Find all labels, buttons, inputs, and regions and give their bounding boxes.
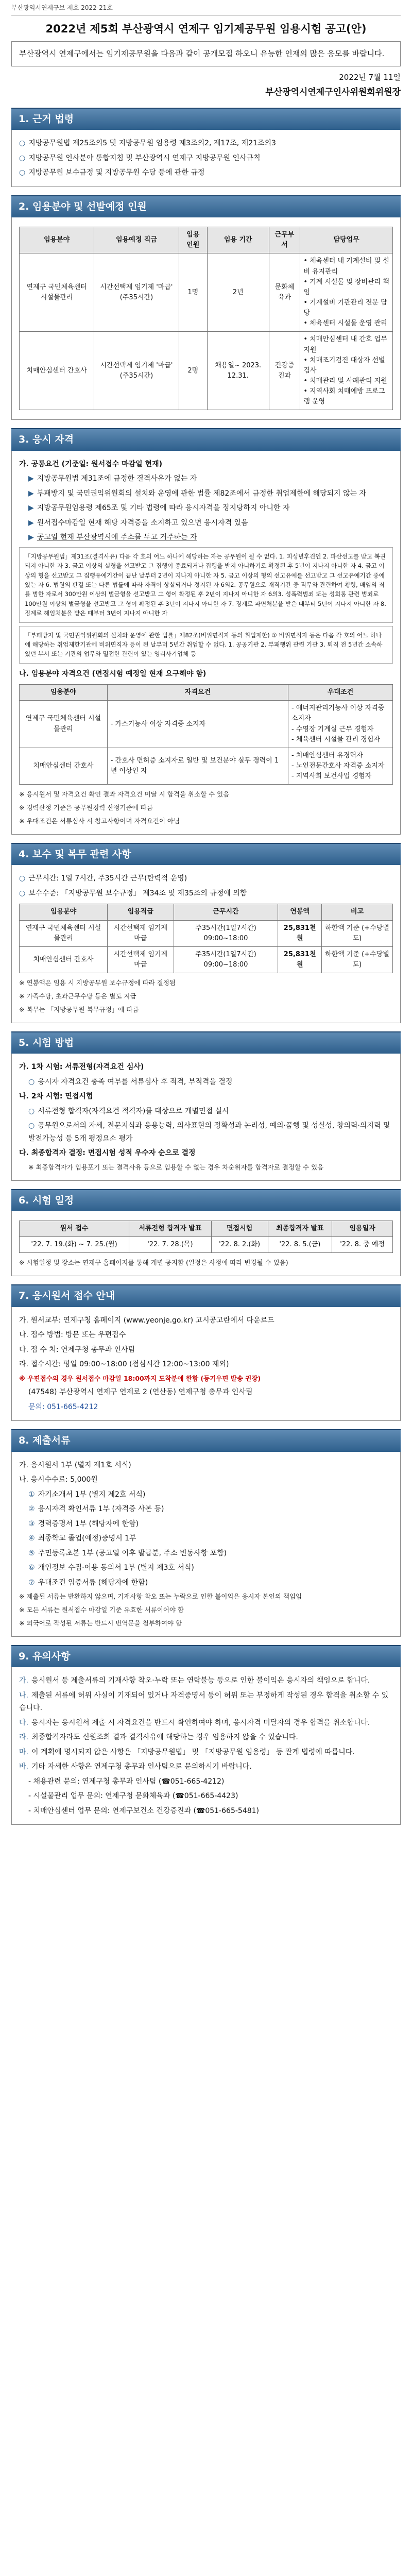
requirements-table <box>19 684 393 785</box>
note: ※ 시험일정 및 장소는 연제구 홈페이지를 통해 개별 공지함 (일정은 사정에 따라 변경될 수 있음) <box>19 1259 288 1267</box>
list-item: ○ 지방공무원 보수규정 및 지방공무원 수당 등에 관한 규정 <box>19 168 205 177</box>
note: ※ 경력산정 기준은 공무원경력 산정기준에 따름 <box>19 804 153 812</box>
section-notices-title: 9. 유의사항 <box>11 1645 401 1667</box>
pay-table <box>19 904 393 973</box>
note: ※ 가족수당, 초과근무수당 등은 별도 지급 <box>19 992 136 1000</box>
mailing-address: (47548) 부산광역시 연제구 연제로 2 (연산동) 연제구청 총무과 인사팀 <box>28 1388 253 1397</box>
application-item: 나. 접수 방법: 방문 또는 우편접수 <box>19 1331 126 1340</box>
section-qualifications-title: 3. 응시 자격 <box>11 428 401 450</box>
list-item: ○ 지방공무원 인사분야 통합지침 및 부산광역시 연제구 지방공무원 인사규칙 <box>19 154 261 162</box>
section-positions-title: 2. 임용분야 및 선발예정 인원 <box>11 195 401 217</box>
table-header: 최종합격자 발표 <box>268 1221 332 1236</box>
list-item: ○ 지방공무원법 제25조의5 및 지방공무원 임용령 제3조의2, 제17조, 제21조의3 <box>19 139 276 148</box>
section-pay-title: 4. 보수 및 복무 관련 사항 <box>11 843 401 865</box>
note: ※ 최종합격자가 임용포기 또는 결격사유 등으로 임용할 수 없는 경우 차순위자를 합격자로 결정할 수 있음 <box>28 1163 324 1171</box>
contact-phone: 문의: 051-665-4212 <box>28 1402 98 1411</box>
document-item: 나. 응시수수료: 5,000원 <box>19 1476 98 1484</box>
table-header: 자격요건 <box>107 685 288 701</box>
table-row: '22. 7. 19.(화) ~ 7. 25.(월) '22. 7. 28.(목) '22. 8. 2.(화) '22. 8. 5.(금) '22. 8. 중 예정 <box>20 1237 393 1253</box>
list-item: 마. 이 계획에 명시되지 않은 사항은 「지방공무원법」 및 「지방공무원 임용령」 등 관계 법령에 따릅니다. <box>19 1748 355 1756</box>
note: ※ 복무는 「지방공무원 복무규정」에 따름 <box>19 1005 139 1013</box>
table-row: 치매안심센터 간호사 시간선택제 임기제 '마급' (주35시간) 2명 채용일~ 2023. 12.31. 건강증진과 • 치매안심센터 내 간호 업무 지원 • 치매조기검진 대상자 선별검사 • 치매관리 및 사례관리 지원 • 지역사회 치매예방 프로그램 운영 <box>20 332 393 410</box>
list-item: ③ 경력증명서 1부 (해당자에 한함) <box>28 1519 139 1528</box>
list-item: ② 응시자격 확인서류 1부 (자격증 사본 등) <box>28 1505 164 1514</box>
note: ※ 연봉액은 임용 시 지방공무원 보수규정에 따라 결정됨 <box>19 979 176 987</box>
note: ※ 모든 서류는 원서접수 마감일 기준 유효한 서류이어야 함 <box>19 1606 184 1614</box>
table-header: 연봉액 <box>278 904 321 920</box>
table-header: 우대조건 <box>288 685 393 701</box>
table-header: 임용 인원 <box>179 227 207 253</box>
list-item: ▶ 부패방지 및 국민권익위원회의 설치와 운영에 관한 법률 제82조에서 규정한 취업제한에 해당되지 않는 자 <box>28 489 367 498</box>
schedule-table <box>19 1221 393 1253</box>
list-item: ④ 최종학교 졸업(예정)증명서 1부 <box>28 1534 136 1543</box>
table-header: 임용 기간 <box>207 227 269 253</box>
table-header: 임용분야 <box>20 227 94 253</box>
table-row: 연제구 국민체육센터 시설물관리 시간선택제 임기제 '마급' (주35시간) 1명 2년 문화체육과 • 체육센터 내 기계설비 및 설비 유지관리 • 기계 시설물 및 장비관리 책임 • 기계설비 기관관리 전문 담당 • 체육센터 시설물 운영 관리 <box>20 253 393 332</box>
list-item: ⑦ 우대조건 입증서류 (해당자에 한함) <box>28 1578 148 1587</box>
section-notices <box>11 1667 401 1825</box>
list-item: 다. 응시자는 응시원서 제출 시 자격요건을 반드시 확인하여야 하며, 응시자격 미달자의 경우 합격을 취소합니다. <box>19 1718 370 1727</box>
section-pay <box>11 865 401 1023</box>
contact-line: - 채용관련 문의: 연제구청 총무과 인사팀 (☎051-665-4212) <box>28 1777 225 1786</box>
exam-stage-3: 다. 최종합격자 결정: 면접시험 성적 우수자 순으로 결정 <box>19 1149 196 1158</box>
section-documents <box>11 1452 401 1637</box>
list-item: 라. 최종합격자라도 신원조회 결과 결격사유에 해당하는 경우 임용하지 않을 수 있습니다. <box>19 1733 298 1742</box>
announcement-date: 2022년 7월 11일 <box>339 73 401 82</box>
disqualification-law-box: 「지방공무원법」제31조(결격사유) 다음 각 호의 어느 하나에 해당하는 자는 공무원이 될 수 없다. 1. 피성년후견인 2. 파산선고를 받고 복권되지 아니한 자 3. 금고 이상의 실형을 선고받고 그 집행이 종료되거나 집행을 받지 아니하기로 확정된 후 5년이 지나지 아니한 자 4. 금고 이상의 형을 선고받고 그 집행유예기간이 끝난 날부터 2년이 지나지 아니한 자 5. 금고 이상의 형의 선고유예를 선고받고 그 선고유예기간 중에 있는 자 6. 법원의 판결 또는 다른 법률에 따라 자격이 상실되거나 정지된 자 6의2. 공무원으로 재직기간 중 직무와 관련하여 횡령, 배임의 죄를 범한 자로서 300만원 이상의 벌금형을 선고받고 그 형이 확정된 후 2년이 지나지 아니한 자 6의3. 성폭력범죄 또는 성희롱 관련 범죄로 100만원 이상의 벌금형을 선고받고 그 형이 확정된 후 3년이 지나지 아니한 자 7. 징계로 파면처분을 받은 때부터 5년이 지나지 아니한 자 8. 징계로 해임처분을 받은 때부터 3년이 지나지 아니한 자 <box>19 547 393 623</box>
table-header: 임용예정 직급 <box>94 227 179 253</box>
note: ※ 외국어로 작성된 서류는 반드시 번역문을 첨부하여야 함 <box>19 1619 182 1628</box>
table-header: 원서 접수 <box>20 1221 129 1236</box>
list-item: ⑤ 주민등록초본 1부 (공고일 이후 발급분, 주소 변동사항 포함) <box>28 1549 227 1557</box>
document-title: 2022년 제5회 부산광역시 연제구 임기제공무원 임용시험 공고(안) <box>45 22 367 35</box>
table-row: 치매안심센터 간호사 시간선택제 임기제 마급 주35시간(1일7시간) 09:00~18:00 25,831천원 하한액 기준 (+수당별도) <box>20 946 393 973</box>
list-item: ⑥ 개인정보 수집·이용 동의서 1부 (별지 제3호 서식) <box>28 1564 194 1572</box>
table-header: 임용직급 <box>108 904 174 920</box>
list-item: 나. 제출된 서류에 허위 사실이 기재되어 있거나 자격증명서 등이 허위 또는 부정하게 작성된 경우 합격을 취소할 수 있습니다. <box>19 1691 389 1713</box>
gazette-header: 부산광역시연제구보 제호 2022-21호 <box>11 0 401 15</box>
table-header: 임용일자 <box>332 1221 393 1236</box>
note: ※ 제출된 서류는 반환하지 않으며, 기재사항 착오 또는 누락으로 인한 불이익은 응시자 본인의 책임임 <box>19 1592 302 1601</box>
application-item: 다. 접 수 처: 연제구청 총무과 인사팀 <box>19 1345 135 1354</box>
list-item: ○ 서류전형 합격자(자격요건 적격자)를 대상으로 개별면접 실시 <box>28 1107 229 1115</box>
section-exam-method-title: 5. 시험 방법 <box>11 1031 401 1054</box>
section-legal-basis <box>11 130 401 187</box>
table-row: 치매안심센터 간호사 - 간호사 면허증 소지자로 일반 및 보건분야 실무 경력이 1년 이상인 자 - 치매안심센터 유경력자 - 노인전문간호사 자격증 소지자 - 지역사회 보건사업 경험자 <box>20 748 393 784</box>
list-item: 바. 기타 자세한 사항은 연제구청 총무과 인사팀으로 문의하시기 바랍니다. <box>19 1762 252 1771</box>
positions-table <box>19 227 393 410</box>
table-header: 담당업무 <box>300 227 393 253</box>
section-schedule <box>11 1211 401 1276</box>
table-row: 연제구 국민체육센터 시설물관리 시간선택제 임기제 마급 주35시간(1일7시간) 09:00~18:00 25,831천원 하한액 기준 (+수당별도) <box>20 920 393 946</box>
section-legal-basis-title: 1. 근거 법령 <box>11 108 401 130</box>
exam-stage-1: 가. 1차 시험: 서류전형(자격요건 심사) <box>19 1063 144 1072</box>
contact-line: - 치매안심센터 업무 문의: 연제구보건소 건강증진과 (☎051-665-5481) <box>28 1806 260 1815</box>
contact-line: - 시설물관리 업무 문의: 연제구청 문화체육과 (☎051-665-4423) <box>28 1792 238 1801</box>
table-header: 근무부서 <box>269 227 300 253</box>
anticorruption-law-box: 「부패방지 및 국민권익위원회의 설치와 운영에 관한 법률」제82조(비위면직자 등의 취업제한) ① 비위면직자 등은 다음 각 호의 어느 하나에 해당하는 취업제한기관에 비위면직자 등이 된 날부터 5년간 취업할 수 없다. 1. 공공기관 2. 부패행위 관련 기관 3. 퇴직 전 5년간 소속하였던 부서 또는 기관의 업무와 밀접한 관련이 있는 영리사기업체 등 <box>19 626 393 664</box>
common-requirements-heading: 가. 공통요건 (기준일: 원서접수 마감일 현재) <box>19 460 162 468</box>
intro-box: 부산광역시 연제구에서는 임기제공무원을 다음과 같이 공개모집 하오니 유능한 인재의 많은 응모를 바랍니다. <box>11 41 401 66</box>
list-item: ▶ 지방공무원법 제31조에 규정한 결격사유가 없는 자 <box>28 474 197 483</box>
section-exam-method <box>11 1054 401 1180</box>
section-documents-title: 8. 제출서류 <box>11 1429 401 1451</box>
section-qualifications <box>11 451 401 835</box>
list-item: 가. 응시원서 등 제출서류의 기재사항 착오·누락 또는 연락불능 등으로 인한 불이익은 응시자의 책임으로 합니다. <box>19 1676 370 1685</box>
note: ※ 우대조건은 서류심사 시 참고사항이며 자격요건이 아님 <box>19 817 180 825</box>
list-item: ① 자기소개서 1부 (별지 제2호 서식) <box>28 1490 146 1499</box>
section-application <box>11 1307 401 1421</box>
exam-stage-2: 나. 2차 시험: 면접시험 <box>19 1092 93 1101</box>
table-header: 비고 <box>321 904 392 920</box>
mail-deadline-note: ※ 우편접수의 경우 원서접수 마감일 18:00까지 도착분에 한함 (등기우편 발송 권장) <box>19 1374 261 1382</box>
application-item: 가. 원서교부: 연제구청 홈페이지 (www.yeonje.go.kr) 고시공고란에서 다운로드 <box>19 1316 274 1325</box>
field-requirements-heading: 나. 임용분야 자격요건 (면접시험 예정일 현재 요구해야 함) <box>19 669 207 678</box>
list-item: ○ 보수수준: 「지방공무원 보수규정」 제34조 및 제35조의 규정에 의함 <box>19 889 247 897</box>
list-item: ▶ 공고일 현재 부산광역시에 주소를 두고 거주하는 자 <box>28 533 197 542</box>
list-item: ▶ 원서접수마감일 현재 해당 자격증을 소지하고 있으면 응시자격 있음 <box>28 518 248 527</box>
table-header: 임용분야 <box>20 904 108 920</box>
table-header: 근무시간 <box>174 904 278 920</box>
section-positions <box>11 217 401 420</box>
issuer-name: 부산광역시연제구인사위원회위원장 <box>265 87 401 98</box>
section-schedule-title: 6. 시험 일정 <box>11 1189 401 1211</box>
table-header: 면접시험 <box>211 1221 268 1236</box>
table-header: 서류전형 합격자 발표 <box>129 1221 212 1236</box>
note: ※ 응시원서 및 자격요건 확인 결과 자격요건 미달 시 합격을 취소할 수 있음 <box>19 790 230 799</box>
list-item: ○ 응시자 자격요건 충족 여부를 서류심사 후 적격, 부적격을 결정 <box>28 1077 233 1086</box>
list-item: ○ 공무원으로서의 자세, 전문지식과 응용능력, 의사표현의 정확성과 논리성, 예의·품행 및 성실성, 창의력·의지력 및 발전가능성 등 5개 평정요소 평가 <box>28 1122 390 1143</box>
table-row: 연제구 국민체육센터 시설물관리 - 가스기능사 이상 자격증 소지자 - 에너지관리기능사 이상 자격증 소지자 - 수영장 기계실 근무 경험자 - 체육센터 시설물 관리 경험자 <box>20 701 393 748</box>
table-header: 임용분야 <box>20 685 108 701</box>
list-item: ○ 근무시간: 1일 7시간, 주35시간 근무(탄력적 운영) <box>19 874 187 883</box>
application-item: 라. 접수시간: 평일 09:00~18:00 (점심시간 12:00~13:00 제외) <box>19 1360 229 1369</box>
document-item: 가. 응시원서 1부 (별지 제1호 서식) <box>19 1461 131 1469</box>
section-application-title: 7. 응시원서 접수 안내 <box>11 1284 401 1307</box>
list-item: ▶ 지방공무원임용령 제65조 및 기타 법령에 따라 응시자격을 정지당하지 아니한 자 <box>28 504 290 513</box>
